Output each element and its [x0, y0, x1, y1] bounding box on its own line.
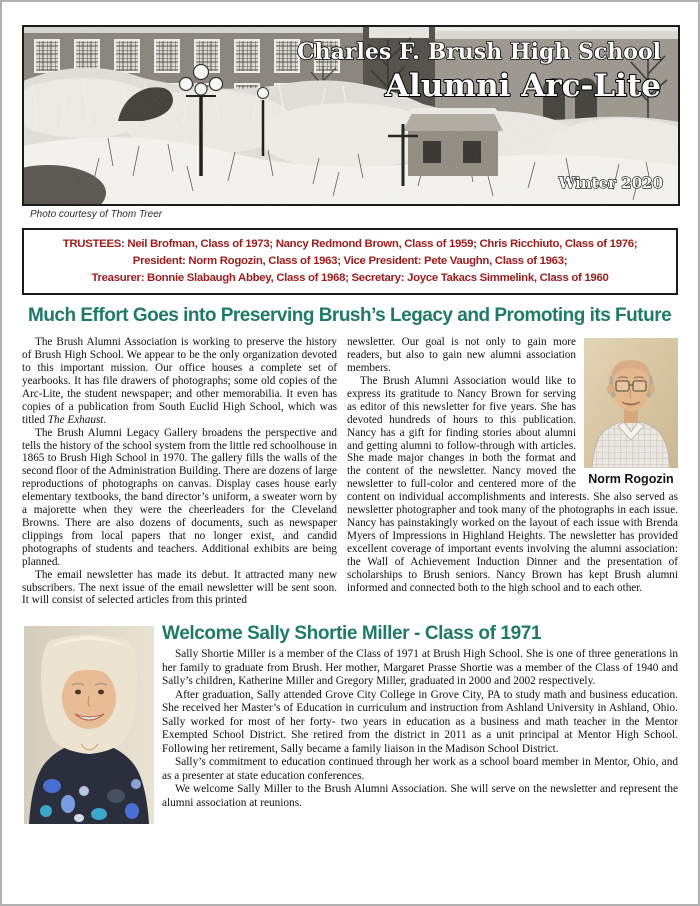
publication-title-italic: The Exhaust: [47, 413, 104, 426]
article2-headline: Welcome Sally Shortie Miller - Class of 1971: [162, 623, 542, 645]
article1-col1-paragraph-3: The email newsletter has made its debut. It attracted many new subscribers. The next issue of the email newsletter will be sent soon. It will consist of selected articles from this printed: [22, 568, 338, 607]
article1-column-left: [22, 336, 337, 607]
article1-headline: Much Effort Goes into Preserving Brush’s Legacy and Promoting its Future: [28, 305, 672, 327]
paragraph-text: The Brush Alumni Association is working to preserve the history of Brush High School. We appear to be the only organization devoted to this important mission. Our office houses a complete set of yearbooks. It has file drawers of photographs; some old copies of the Arc-Lite, the student newspaper; and other memorabilia. It even has copies of a publication from South Euclid High School, which was titled: [22, 336, 338, 426]
norm-rogozin-figure: [584, 338, 678, 486]
article2-paragraph-2: After graduation, Sally attended Grove City College in Grove City, PA to study math and business education. She received her Master’s of Education in curriculum and instruction from Ashland University in Ashland, Ohio. Sally worked for most of her forty- two years in education as a business and math teacher in the Mentor Exempted School District. She retired from the district in 2011 as a unit principal at Mentor High School. Following her retirement, Sally became a family liaison in the Madison School District.: [162, 688, 678, 755]
newsletter-title-text: Alumni Arc-Lite: [384, 68, 661, 104]
article1-col2-paragraph-2: The Brush Alumni Association would like to express its gratitude to Nancy Brown for serving as editor of this newsletter for five years. She has devoted hundreds of hours to this publication. Nancy has a gift for finding stories about alumni and getting alumni to follow-through with articles. She made major changes in both the format and the content of the newsletter. Nancy moved the newsletter to full-color and centered more of the content on individual accomplishments and interests. She also served as newsletter photographer and took many of the photographs in each issue. Nancy has painstakingly worked on the layout of each issue with Brenda Myers of Impressions in Highland Heights. The newsletter has provided excellent coverage of important events involving the alumni association: the Wall of Achievement Induction Dinner and the presentation of scholarships to Brush seniors. Nancy Brown has kept Brush alumni informed and connected both to the high school and to each other.: [347, 375, 678, 594]
trustees-box: [22, 228, 678, 295]
school-name-text: Charles F. Brush High School: [297, 39, 661, 65]
article1-col1-paragraph-1: [22, 336, 337, 426]
trustees-line-3: Treasurer: Bonnie Slabaugh Abbey, Class of 1968; Secretary: Joyce Takacs Simmelink, Class of 1960: [91, 272, 609, 285]
article1-col2-paragraph-1: newsletter. Our goal is not only to gain more readers, but also to gain new alumni association members.: [347, 336, 576, 375]
article1-column-right: [347, 336, 678, 607]
norm-photo-caption: Norm Rogozin: [588, 472, 674, 487]
article2-paragraph-1: Sally Shortie Miller is a member of the Class of 1971 at Brush High School. She is one of three generations in her family to graduate from Brush. Her mother, Margaret Prasse Shortie was a member of the Class of 1940 and Sally’s children, Katherine Miller and Gregory Miller, graduated in 2000 and 2002 respectively.: [162, 648, 678, 688]
trustees-line-1: TRUSTEES: Neil Brofman, Class of 1973; Nancy Redmond Brown, Class of 1959; Chris Ricchiuto, Class of 1976;: [62, 238, 638, 250]
article-legacy: [22, 305, 678, 607]
trustees-line-2: President: Norm Rogozin, Class of 1963; Vice President: Pete Vaughn, Class of 1963;: [132, 255, 568, 268]
issue-date-text: Winter 2020: [558, 174, 663, 192]
sally-miller-figure: [24, 626, 154, 824]
winter-school-photo: [23, 26, 679, 205]
paragraph-text: .: [103, 413, 107, 426]
photo-credit: Photo courtesy of Thom Treer: [30, 209, 163, 220]
article1-col1-paragraph-2: The Brush Alumni Legacy Gallery broadens the perspective and tells the history of the school system from the little red schoolhouse in 1865 to Brush High School in 1970. The gallery fills the walls of the second floor of the Administration Building. There are dozens of large reproductions of photographs on canvas. Display cases house early elementary textbooks, the band director’s uniform, a sweater worn by a majorette when they were the cheerleaders for the Cleveland Browns. There are also dozens of documents, such as newspaper clippings from local papers that no longer exist, and candid photographs of students and teachers. Additional exhibits are being planned.: [22, 426, 338, 568]
article2-paragraph-3: Sally’s commitment to education continued through her work as a school board member in Mentor, Ohio, and as a presenter at state education conferences.: [162, 756, 678, 782]
norm-rogozin-photo: [584, 338, 678, 468]
article1-columns: [22, 336, 678, 607]
masthead-photo: [22, 25, 680, 206]
article-sally-miller: [22, 623, 678, 810]
article2-paragraph-4: We welcome Sally Miller to the Brush Alumni Association. She will serve on the newsletter and represent the alumni association at reunions.: [162, 783, 678, 809]
sally-miller-photo: [24, 626, 154, 824]
